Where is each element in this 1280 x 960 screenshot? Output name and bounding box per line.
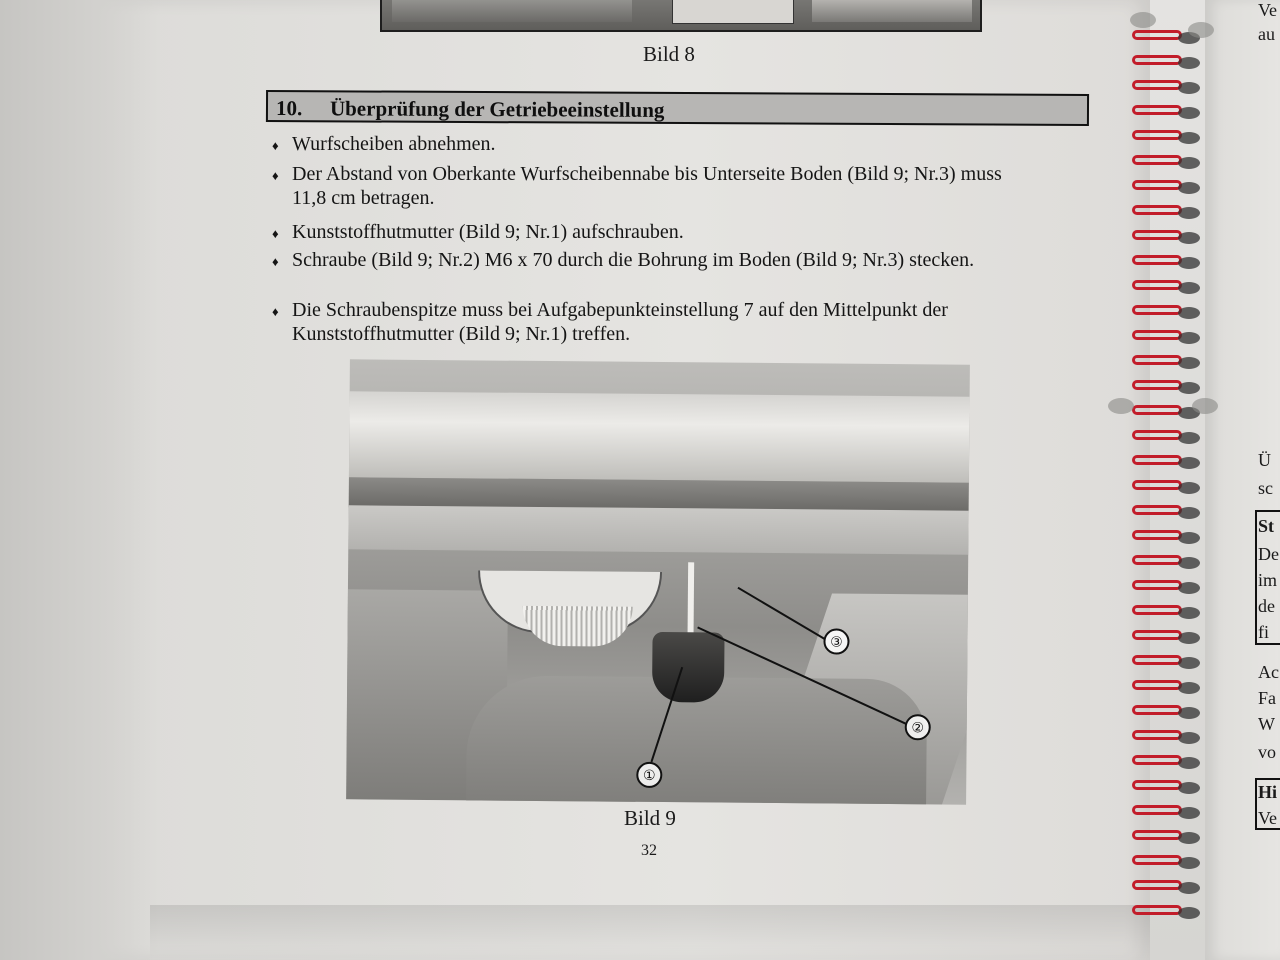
spiral-ring (1132, 305, 1202, 321)
spiral-ring (1132, 805, 1202, 821)
binding-hole (1178, 357, 1200, 369)
right-page-fragment: im (1258, 570, 1278, 590)
spiral-loop (1132, 580, 1182, 590)
binding-hole (1178, 132, 1200, 144)
binding-hole (1178, 857, 1200, 869)
diamond-bullet-icon: ♦ (272, 226, 279, 241)
binding-hole (1178, 582, 1200, 594)
binding-hole (1178, 557, 1200, 569)
binding-hole (1178, 757, 1200, 769)
spiral-loop (1132, 30, 1182, 40)
figure-8-part (812, 0, 972, 22)
callout-2: ② (905, 714, 931, 740)
spiral-ring (1132, 105, 1202, 121)
binding-hole (1178, 532, 1200, 544)
binding-hole (1178, 882, 1200, 894)
binding-hole (1178, 707, 1200, 719)
diamond-bullet-icon: ♦ (272, 168, 279, 183)
list-item-text: Die Schraubenspitze muss bei Aufgabepunkteinstellung 7 auf den Mittelpunkt der Kunststoffhutmutter (Bild 9; Nr.1) treffen. (292, 299, 948, 345)
right-page-fragment: De (1258, 544, 1279, 564)
spiral-ring (1132, 655, 1202, 671)
spiral-loop (1132, 205, 1182, 215)
binding-hole (1178, 807, 1200, 819)
binding-hole (1178, 282, 1200, 294)
punch-hole (1108, 398, 1134, 414)
list-item-text: Schraube (Bild 9; Nr.2) M6 x 70 durch die Bohrung im Boden (Bild 9; Nr.3) stecken. (292, 249, 975, 271)
spiral-loop (1132, 355, 1182, 365)
figure-8-warning-label (672, 0, 794, 24)
right-page-fragment: St (1258, 516, 1275, 536)
binding-hole (1178, 732, 1200, 744)
binding-hole (1178, 107, 1200, 119)
binding-hole (1178, 907, 1200, 919)
spiral-ring (1132, 355, 1202, 371)
spiral-ring (1132, 705, 1202, 721)
spiral-loop (1132, 105, 1182, 115)
page-number: 32 (641, 842, 657, 859)
right-page-fragment: sc (1258, 478, 1273, 498)
spiral-ring (1132, 255, 1202, 271)
spiral-binding (1118, 10, 1218, 960)
spiral-loop (1132, 855, 1182, 865)
spiral-ring (1132, 730, 1202, 746)
callout-lines (346, 359, 970, 804)
binding-hole (1178, 782, 1200, 794)
spiral-loop (1132, 905, 1182, 915)
spiral-loop (1132, 530, 1182, 540)
figure-8-photo (380, 0, 982, 32)
right-page-fragment: Fa (1258, 688, 1276, 708)
binding-hole (1178, 432, 1200, 444)
right-page-fragment: Ac (1258, 662, 1279, 682)
spiral-loop (1132, 480, 1182, 490)
spiral-loop (1132, 55, 1182, 65)
spiral-ring (1132, 530, 1202, 546)
spiral-ring (1132, 230, 1202, 246)
binding-hole (1178, 632, 1200, 644)
callout-3: ③ (823, 628, 849, 654)
spiral-ring (1132, 855, 1202, 871)
binding-hole (1178, 607, 1200, 619)
spiral-loop (1132, 80, 1182, 90)
spiral-ring (1132, 130, 1202, 146)
spiral-loop (1132, 130, 1182, 140)
right-page-fragment: W (1258, 714, 1275, 734)
binding-hole (1178, 382, 1200, 394)
punch-hole (1188, 22, 1214, 38)
spiral-loop (1132, 430, 1182, 440)
diamond-bullet-icon: ♦ (272, 254, 279, 269)
binding-hole (1178, 307, 1200, 319)
spiral-ring (1132, 480, 1202, 496)
spiral-loop (1132, 805, 1182, 815)
figure-8-caption: Bild 8 (643, 42, 695, 66)
binding-hole (1178, 157, 1200, 169)
binding-hole (1178, 682, 1200, 694)
spiral-ring (1132, 380, 1202, 396)
spiral-ring (1132, 505, 1202, 521)
binding-hole (1178, 507, 1200, 519)
spiral-ring (1132, 455, 1202, 471)
binding-hole (1178, 332, 1200, 344)
spiral-loop (1132, 405, 1182, 415)
spiral-loop (1132, 380, 1182, 390)
spiral-loop (1132, 305, 1182, 315)
binding-hole (1178, 832, 1200, 844)
section-header (266, 90, 1089, 126)
binding-hole (1178, 457, 1200, 469)
list-item-text: Der Abstand von Oberkante Wurfscheibennabe bis Unterseite Boden (Bild 9; Nr.3) muss 11,8 cm betragen. (292, 163, 1002, 209)
figure-9-photo (346, 359, 970, 804)
right-page-fragment: Ve (1258, 0, 1277, 20)
diamond-bullet-icon: ♦ (272, 304, 279, 319)
spiral-loop (1132, 655, 1182, 665)
page-edge-shadow (0, 0, 160, 960)
callout-1: ① (636, 762, 662, 788)
spiral-ring (1132, 180, 1202, 196)
figure-8-part (392, 0, 632, 22)
spiral-ring (1132, 280, 1202, 296)
spiral-loop (1132, 630, 1182, 640)
spiral-loop (1132, 255, 1182, 265)
right-page-fragment: Ve (1258, 808, 1277, 828)
spiral-ring (1132, 830, 1202, 846)
spiral-ring (1132, 630, 1202, 646)
spiral-ring (1132, 80, 1202, 96)
right-page-fragment: fi (1258, 622, 1269, 642)
spiral-ring (1132, 680, 1202, 696)
spiral-ring (1132, 780, 1202, 796)
spiral-loop (1132, 505, 1182, 515)
spiral-ring (1132, 430, 1202, 446)
spiral-loop (1132, 455, 1182, 465)
binding-hole (1178, 82, 1200, 94)
binding-hole (1178, 182, 1200, 194)
page-bottom-shadow (150, 905, 1150, 960)
spiral-ring (1132, 205, 1202, 221)
right-page-fragment: Hi (1258, 782, 1278, 802)
diamond-bullet-icon: ♦ (272, 138, 279, 153)
list-item-text: Kunststoffhutmutter (Bild 9; Nr.1) aufschrauben. (292, 221, 684, 243)
spiral-loop (1132, 755, 1182, 765)
list-item-text: Wurfscheiben abnehmen. (292, 133, 496, 155)
spiral-loop (1132, 155, 1182, 165)
spiral-loop (1132, 705, 1182, 715)
spiral-loop (1132, 680, 1182, 690)
spiral-loop (1132, 780, 1182, 790)
spiral-loop (1132, 555, 1182, 565)
punch-hole (1130, 12, 1156, 28)
spiral-ring (1132, 880, 1202, 896)
figure-9-caption: Bild 9 (624, 806, 676, 830)
spiral-loop (1132, 880, 1182, 890)
spiral-ring (1132, 580, 1202, 596)
punch-hole (1192, 398, 1218, 414)
right-page-fragment: au (1258, 24, 1275, 44)
spiral-loop (1132, 830, 1182, 840)
spiral-ring (1132, 755, 1202, 771)
spiral-ring (1132, 155, 1202, 171)
right-page-fragment: de (1258, 596, 1275, 616)
spiral-ring (1132, 905, 1202, 921)
spiral-loop (1132, 605, 1182, 615)
binding-hole (1178, 482, 1200, 494)
right-page-fragment: Ü (1258, 450, 1271, 470)
spiral-loop (1132, 330, 1182, 340)
spiral-ring (1132, 330, 1202, 346)
spiral-ring (1132, 55, 1202, 71)
binding-hole (1178, 232, 1200, 244)
spiral-ring (1132, 605, 1202, 621)
binding-hole (1178, 657, 1200, 669)
binding-hole (1178, 257, 1200, 269)
spiral-loop (1132, 280, 1182, 290)
right-page-fragment: vo (1258, 742, 1276, 762)
section-title: Überprüfung der Getriebeeinstellung (329, 96, 665, 122)
spiral-loop (1132, 230, 1182, 240)
binding-hole (1178, 57, 1200, 69)
spiral-ring (1132, 555, 1202, 571)
spiral-loop (1132, 730, 1182, 740)
spiral-loop (1132, 180, 1182, 190)
section-number: 10. (275, 96, 303, 121)
binding-hole (1178, 207, 1200, 219)
